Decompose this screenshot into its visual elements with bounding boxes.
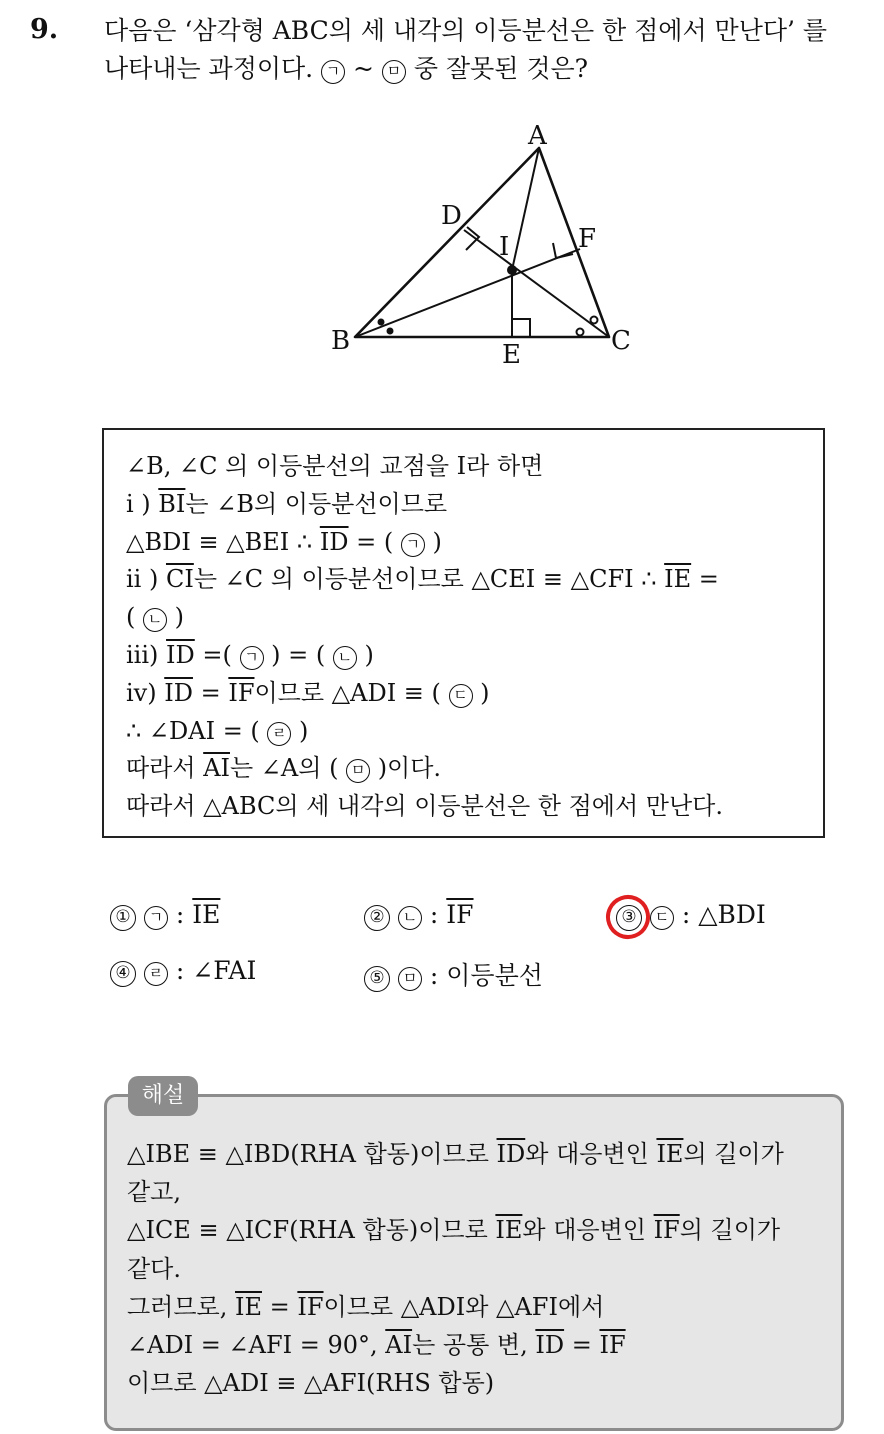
choice-answer: $\overline{IE}$ (192, 900, 221, 929)
proof-line-8-pre: ∴ ∠DAI = ( (126, 716, 268, 745)
choice-2[interactable] (364, 900, 474, 931)
symbol-nieun: ㄴ (143, 608, 167, 632)
segment-ie: $\overline{IE}$ (495, 1216, 523, 1245)
symbol-giyeok: ㄱ (144, 906, 168, 930)
segment-ai: $\overline{AI}$ (203, 754, 230, 783)
segment-id: $\overline{ID}$ (496, 1140, 526, 1168)
proof-line-6-mid: =( (194, 640, 240, 669)
explanation-line-7: 이므로 △ADI ≡ △AFI(RHS 합동) (127, 1369, 495, 1398)
segment-id: $\overline{ID}$ (535, 1331, 565, 1360)
explanation-line-3-post: 의 길이가 (679, 1216, 781, 1245)
choice-number: ⑤ (364, 966, 390, 992)
segment-ai: $\overline{AI}$ (385, 1331, 413, 1360)
question-number: 9. (30, 14, 59, 45)
label-b: B (331, 326, 351, 356)
proof-line-6 (126, 637, 805, 675)
right-angle-e (512, 319, 530, 337)
proof-line-3-post: ) (424, 527, 442, 556)
equals: = (564, 1331, 600, 1360)
explanation-line-6-mid: 는 공통 변, (412, 1331, 536, 1360)
symbol-digeut: ㄷ (449, 684, 473, 708)
explanation-line-2: 같고, (127, 1178, 181, 1207)
right-angle-d (466, 227, 479, 250)
choice-number: ③ (616, 905, 642, 931)
symbol-mieum: ㅁ (346, 759, 370, 783)
choice-5[interactable] (364, 956, 543, 992)
angle-mark-b2 (387, 328, 394, 335)
segment-if: $\overline{IF}$ (297, 1292, 324, 1321)
proof-line-2-pre: i ) (126, 489, 159, 518)
segment-ci: $\overline{CI}$ (165, 565, 194, 594)
explanation-line-3-pre: △ICE ≡ △ICF(RHA 합동)이므로 (127, 1216, 496, 1245)
proof-line-1: ∠B, ∠C 의 이등분선의 교점을 I라 하면 (126, 452, 544, 480)
choice-separator: : (421, 900, 447, 929)
proof-line-9-pre: 따라서 (126, 754, 204, 783)
explanation-line-3-mid: 와 대응변인 (522, 1216, 654, 1245)
choice-answer: ∠FAI (192, 956, 257, 985)
right-angle-f (553, 243, 573, 258)
proof-line-9-post: )이다. (370, 754, 442, 783)
proof-line-4-pre: ii ) (126, 565, 166, 594)
symbol-nieun: ㄴ (333, 646, 357, 670)
choice-separator: : (167, 956, 193, 985)
proof-line-6-mid2: ) = ( (263, 640, 333, 669)
explanation-tag: 해설 (128, 1076, 198, 1116)
label-e: E (502, 340, 521, 370)
proof-line-8-post: ) (291, 716, 309, 745)
symbol-rieul: ㄹ (144, 962, 168, 986)
proof-line-5-post: ) (167, 603, 184, 632)
proof-line-10: 따라서 △ABC의 세 내각의 이등분선은 한 점에서 만난다. (126, 792, 723, 821)
tilde: ~ (345, 54, 382, 83)
explanation-line-1 (127, 1135, 823, 1173)
symbol-giyeok: ㄱ (240, 646, 264, 670)
explanation-line-1-pre: △IBE ≡ △IBD(RHA 합동)이므로 (127, 1140, 497, 1168)
choice-answer: 이등분선 (446, 961, 543, 990)
answer-mark-circle (600, 889, 656, 945)
symbol-nieun: ㄴ (398, 906, 422, 930)
segment-if: $\overline{IF}$ (228, 678, 255, 707)
proof-line-2-post: 는 ∠B의 이등분선이므로 (185, 489, 448, 518)
label-i: I (499, 232, 510, 262)
choice-separator: : (421, 961, 447, 990)
proof-line-4 (126, 561, 805, 599)
angle-mark-c1 (577, 329, 584, 336)
proof-line-2 (126, 486, 805, 524)
symbol-giyeok: ㄱ (401, 533, 425, 557)
proof-line-9-mid: 는 ∠A의 ( (230, 754, 347, 783)
bisector-bf (355, 249, 580, 337)
proof-box (102, 428, 825, 838)
proof-line-8 (126, 713, 805, 751)
proof-line-7 (126, 675, 805, 713)
proof-line-9 (126, 750, 805, 788)
proof-line-3-pre: △BDI ≡ △BEI ∴ (126, 527, 320, 556)
label-f: F (578, 224, 597, 254)
segment-ie: $\overline{IE}$ (664, 565, 692, 594)
explanation-line-5 (127, 1288, 823, 1326)
segment-ie: $\overline{IE}$ (656, 1140, 684, 1168)
proof-line-3-mid: = ( (348, 527, 401, 556)
proof-line-4-mid: 는 ∠C 의 이등분선이므로 △CEI ≡ △CFI ∴ (193, 565, 665, 594)
choice-number: ④ (110, 961, 136, 987)
proof-line-6-post: ) (356, 640, 374, 669)
explanation-box (104, 1094, 844, 1431)
question-line-1: 다음은 ‘삼각형 ABC의 세 내각의 이등분선은 한 점에서 만난다’ 를 (104, 16, 828, 45)
explanation-line-5-post: 이므로 △ADI와 △AFI에서 (323, 1292, 605, 1321)
angle-mark-b1 (378, 319, 385, 326)
explanation-line-1-mid: 와 대응변인 (525, 1140, 657, 1168)
point-i (507, 265, 517, 275)
segment-if: $\overline{IF}$ (653, 1216, 680, 1245)
segment-id: $\overline{ID}$ (164, 678, 193, 707)
choice-answer: △BDI (698, 900, 766, 929)
explanation-line-4: 같다. (127, 1254, 181, 1283)
segment-bi: $\overline{BI}$ (158, 489, 186, 518)
explanation-line-1-post: 의 길이가 (683, 1140, 784, 1168)
choice-4[interactable] (110, 956, 256, 987)
explanation-line-6-pre: ∠ADI = ∠AFI = 90°, (127, 1331, 386, 1360)
angle-mark-c2 (591, 317, 598, 324)
choice-answer: $\overline{IF}$ (446, 900, 474, 929)
triangle-figure (0, 0, 884, 400)
proof-line-7-pre: iv) (126, 678, 165, 707)
segment-id: $\overline{ID}$ (319, 527, 349, 556)
bisector-ai (512, 148, 539, 270)
equals: = (262, 1292, 298, 1321)
choice-separator: : (673, 900, 699, 929)
segment-ie: $\overline{IE}$ (235, 1292, 262, 1321)
explanation-line-5-pre: 그러므로, (127, 1292, 235, 1321)
label-c: C (611, 326, 631, 356)
question-line-2-post: 중 잘못된 것은? (405, 54, 589, 83)
proof-line-7-mid: 이므로 △ADI ≡ ( (254, 678, 449, 707)
proof-line-6-pre: iii) (126, 640, 167, 669)
proof-line-4-post: = (691, 565, 719, 594)
symbol-digeut: ㄷ (650, 906, 674, 930)
choice-1[interactable] (110, 900, 220, 931)
choice-number: ① (110, 905, 136, 931)
symbol-mieum: ㅁ (398, 967, 422, 991)
proof-line-5-pre: ( (126, 603, 143, 632)
proof-line-5 (126, 599, 805, 637)
label-d: D (441, 201, 462, 231)
proof-line-7-post: ) (472, 678, 490, 707)
label-a: A (528, 121, 547, 151)
question-line-2-pre: 나타내는 과정이다. (104, 54, 322, 83)
explanation-line-3 (127, 1211, 823, 1249)
choice-number: ② (364, 905, 390, 931)
proof-line-3 (126, 524, 805, 562)
symbol-giyeok: ㄱ (321, 60, 345, 84)
symbol-mieum: ㅁ (382, 60, 406, 84)
symbol-rieul: ㄹ (267, 722, 291, 746)
equals: = (192, 678, 229, 707)
explanation-line-6 (127, 1326, 823, 1364)
segment-id: $\overline{ID}$ (166, 640, 195, 669)
choice-separator: : (167, 900, 193, 929)
segment-if: $\overline{IF}$ (599, 1331, 626, 1360)
